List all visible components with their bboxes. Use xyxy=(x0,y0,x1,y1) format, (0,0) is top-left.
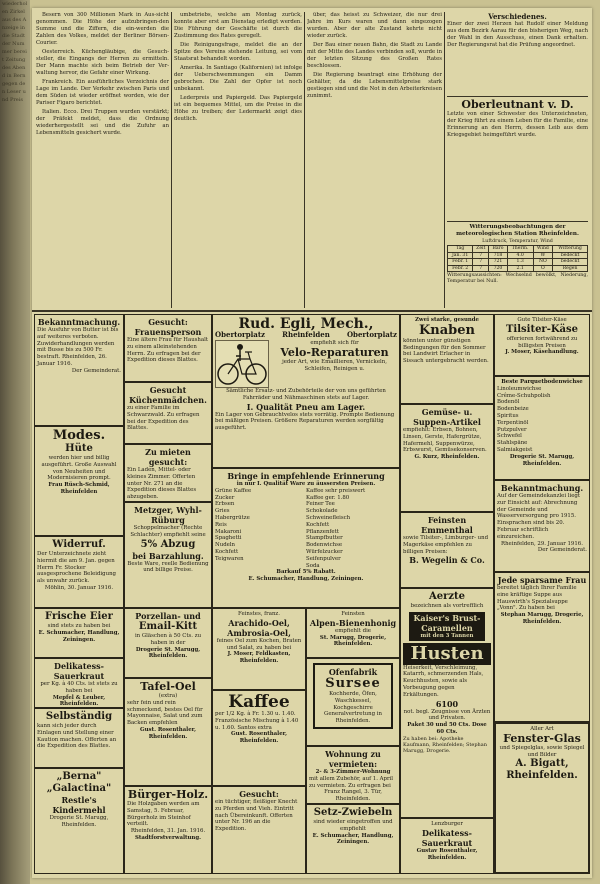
ad-name: Frau Rüsch-Schmid, Rheinfelden xyxy=(48,482,110,495)
newspaper-page xyxy=(32,8,592,878)
ad-name: Gust. Rosenthaler, Rheinfelden. xyxy=(140,726,196,740)
column-rule xyxy=(304,12,305,308)
article-paragraph: Besern von 300 Millionen Mark in Aus-sicht genommen. Die Höhe der aufzubringen-den Summe und die Ziffern, die ein-werden die Zahlen des Volkes, meldet der Berliner Börsen-Courier. xyxy=(36,12,169,46)
ad-date: Rheinfelden, 29. Januar 1916. xyxy=(501,540,583,547)
article-paragraph: Frankreich. Ein ausführliches Verzeichnis der Lage im Lande. Der Verkehr zwischen Paris und dem Süden ist wieder eröffnet worden, wie der Pariser Figaro berichtet. xyxy=(36,79,169,106)
ad-title: Bekanntmachung. xyxy=(500,483,584,493)
ad-title: Metzger, Wyhl-Rüburg xyxy=(134,505,202,525)
ad-name: Stephan Marugg, Drogerie, Rheinfelden. xyxy=(500,612,584,625)
ad-tail: bei Barzahlung. xyxy=(132,550,204,561)
husten-price: Paket 30 und 50 Cts. Dose 60 Cts. xyxy=(407,722,487,735)
item-list-left xyxy=(215,488,306,570)
ad-subtitle: in nur I. Qualität Ware zu äussersten Preisen. xyxy=(236,481,376,487)
ad-body: sind wieder eingetroffen und empfiehlt xyxy=(313,819,393,832)
ad-bienenhonig xyxy=(306,608,400,658)
ad-title: Feinstes, franz. xyxy=(238,611,280,617)
ad-body-2: Sämtliche Ersatz- und Zubehörteile der von uns geführten Fahrräder und Nähmaschinen stets auf Lager. xyxy=(226,388,386,401)
husten-shops: Zu haben bei: Apotheke Kaufmann, Rheinfelden; Stephan Marugg, Drogerie. xyxy=(403,735,487,754)
list-item: Erbsen xyxy=(215,501,235,508)
ad-subtitle: Fenster-Glas xyxy=(503,731,581,745)
list-item: Seifenpulver xyxy=(306,555,341,562)
ad-shop: Drogerie St. Marugg, Rheinfelden. xyxy=(49,815,109,828)
ad-body: und Spiegelglas, sowie Spiegel und Bilder xyxy=(499,744,585,758)
book-spine xyxy=(0,0,30,884)
ad-name: B. Wegelin & Co. xyxy=(409,555,485,566)
ad-title: Aller Art xyxy=(530,726,554,732)
ad-zu-mieten xyxy=(124,444,212,502)
ad-kaiser-husten xyxy=(400,588,494,818)
ad-body: feines Oel zum Kochen, Braten und Salat, zu haben bei xyxy=(216,637,302,651)
ad-body: offerieren fortwährend zu billigsten Preisen xyxy=(506,335,578,349)
article-paragraph: über, das heisst zu Schweizer, die nur drei Jahre im Kurs waren und dann eingezogen wurden. Aber der alte Zustand kehrte nicht wieder zurück. xyxy=(307,12,442,39)
list-item: Grüne Kaffee xyxy=(215,487,252,494)
ad-name: G. Kurz, Rheinfelden. xyxy=(414,454,480,461)
ad-name: Franz Rangel, 3. Tür, Rheinfelden. xyxy=(324,789,382,803)
article-paragraph: Die Regierung beantragt eine Erhöhung der Gehälter, da die Lebensmittelpreise stark gestiegen sind und die Not in den Arbeiterkreisen zunimmt. xyxy=(307,72,442,99)
verschiedenes-body: Einer der zwei Herzen hat Rudolf einer Meldung aus dem Bezirk Aarau für den bisherigen Weg, nach der Wahl in den Ausschuss, einen Dank erhalten. Der Regierungsrat hat die Prüfung angeordnet. xyxy=(447,21,588,48)
ad-title: Setz-Zwiebeln xyxy=(313,807,393,818)
ad-main: Velo-Reparaturen xyxy=(280,345,389,359)
weather-header: Wind xyxy=(533,246,553,253)
weather-cell: NO xyxy=(533,259,553,266)
ad-title: „Berna" xyxy=(56,771,102,782)
ad-subtitle: Knaben xyxy=(419,322,475,338)
ad-name: Sursee xyxy=(325,676,381,691)
ad-subtitle: Tilsiter-Käse xyxy=(505,323,579,335)
ad-subtitle: Delikatess-Sauerkraut xyxy=(421,827,473,848)
ad-body: Der Unterzeichnete zieht hiermit die am 9. Jan. gegen Herrn Fr. Stocker ausgesprochene Beleidigung als unwahr zurück. xyxy=(37,551,116,585)
divider xyxy=(447,96,588,97)
ad-lenzburger xyxy=(400,818,494,874)
bicycle-icon xyxy=(215,340,269,388)
list-item: Habergrütze xyxy=(215,514,250,521)
ad-subtitle: (extra) xyxy=(158,693,178,699)
ad-bekanntmachung-2 xyxy=(494,480,590,572)
list-item: Nudeln xyxy=(215,542,236,549)
ad-kuechenmaedchen xyxy=(124,382,212,444)
list-item: Soda xyxy=(306,562,320,569)
weather-cell: 4.0 xyxy=(507,252,533,259)
ad-name: E. Schumacher, Handlung, Zeiningen. xyxy=(38,629,120,643)
place-left: Obertorplatz xyxy=(215,330,266,339)
weather-header: Tag xyxy=(448,246,473,253)
ad-body: kann sich jeder durch Einlagen und Stellung einer Kaution machen. Offerten an die Expedition des Blattes. xyxy=(37,723,117,750)
ad-bekanntmachung xyxy=(34,314,124,426)
list-item: Linoleumwichse xyxy=(497,385,542,392)
ad-body: ein tüchtiger, fleißiger Knecht zu Pferden und Vieh. Eintritt nach Übereinkunft. Offerten unter Nr. 196 an die Expedition. xyxy=(215,799,298,833)
husten-title: Husten xyxy=(403,643,491,665)
list-item: Zucker xyxy=(215,494,235,501)
list-item: Schweinefleisch xyxy=(306,514,351,521)
list-item: Schwefel xyxy=(497,433,522,440)
article-paragraph: Lederpreis und Papiergeld. Das Papiergeld ist ein bequemes Mittel, um die Preise in die Höhe zu treiben; der Ledermarkt zeigt dies deutlich. xyxy=(174,95,302,122)
husten-body: Heiserkeit, Verschleimung, Katarrh, schmerzenden Hals, Keuchhusten, sowie als Vorbeugung gegen Erkältungen. xyxy=(403,664,484,698)
ad-name: E. Schumacher, Handlung, Zeiningen. xyxy=(312,832,394,846)
list-item: Putzpulver xyxy=(497,426,527,433)
ad-title: Bekanntmachung. xyxy=(37,317,121,327)
ad-subtitle: Hüte xyxy=(65,443,93,454)
ad-title: Ofenfabrik xyxy=(328,667,378,677)
ad-title: Delikatess-Sauerkraut xyxy=(53,661,105,681)
ad-name: J. Moser, Käsehandlung. xyxy=(505,349,579,356)
ad-signature: Stadtforstverwaltung. xyxy=(135,834,201,841)
ad-body: zu einer Familie im Schwarzwald. Zu erfragen bei der Expedition des Blattes. xyxy=(127,405,200,432)
list-item: Schokolade xyxy=(306,508,338,515)
list-item: Gries xyxy=(215,508,230,515)
list-item: Feiner Tee xyxy=(306,501,335,508)
ad-subtitle: Alpen-Bienenhonig xyxy=(309,617,397,628)
ad-name: Gustav Rosenthaler, Rheinfelden. xyxy=(416,847,478,861)
article-paragraph: Die Reinigungsfrage, meldet die an der Spitze des Vereins stehende Leitung, sei vom Staatsrat behandelt worden. xyxy=(174,42,302,62)
list-item: Kaffee sehr preiswert xyxy=(306,487,366,494)
weather-cell: bedeckt xyxy=(553,259,588,266)
ad-title: Zu mieten gesucht: xyxy=(145,447,191,467)
ad-title: Wohnung zu vermieten: xyxy=(325,749,381,769)
ad-title: Jede sparsame Frau xyxy=(497,575,587,585)
ad-sauerkraut xyxy=(34,658,124,708)
list-item: Kochfett xyxy=(306,521,330,528)
weather-header: Witterung xyxy=(553,246,588,253)
oberleutnant-body: Letzte von einer Schwester des Unterzeichneten, der Krieg führt zu einem Leben für die Familie, eine Erinnerung an den Herrn, dessen Leib aus dem Kriegsgebiet heimgeführt wurde. xyxy=(447,111,588,138)
list-item: Terpentinöl xyxy=(497,419,529,426)
list-item: Teigwaren xyxy=(215,555,244,562)
weather-cell: 7 xyxy=(473,252,489,259)
list-item: Spaghetti xyxy=(215,535,242,542)
weather-cell: 720 xyxy=(489,265,507,272)
weather-cell: Febr. 1 xyxy=(448,259,473,266)
ad-kaffee xyxy=(212,690,306,786)
ad-porzellan-kitt xyxy=(124,608,212,678)
kaiser-subtitle: Caramellen xyxy=(421,622,473,633)
weather-cell: Jan. 31 xyxy=(448,252,473,259)
ad-hauswirth xyxy=(494,572,590,722)
kaiser-tail: mit den 3 Tannen xyxy=(420,632,474,639)
list-item: Kaffee ger. 1.80 xyxy=(306,494,350,501)
ad-subtitle: 2- & 3-Zimmer-Wohnung xyxy=(315,769,391,775)
weather-cell: W xyxy=(533,252,553,259)
ad-modes xyxy=(34,426,124,536)
ad-body: bezeichnen als vortrefflich xyxy=(410,603,484,609)
ad-title: Selbständig xyxy=(45,711,113,722)
kaiser-title: Kaiser's Brust- xyxy=(413,612,481,623)
ad-name: Gust. Rosenthaler, Rheinfelden. xyxy=(231,731,287,745)
ad-title: Modes. xyxy=(52,428,106,443)
ad-body: sehr fein und rein schmeckend, bestes Oel für Mayonnaise, Salat und zum Backen empfehlen xyxy=(127,699,203,727)
oberleutnant-notice xyxy=(447,99,588,219)
ad-title: Lenzburger xyxy=(431,821,463,827)
ad-berna xyxy=(34,768,124,874)
item-list-right xyxy=(306,488,397,570)
ad-title: Frische Eier xyxy=(45,611,113,622)
ad-emmental xyxy=(400,512,494,588)
ad-title: Porzellan- und xyxy=(135,611,201,621)
list-item: Kochfett xyxy=(215,548,239,555)
ad-signature: Der Gemeinderat. xyxy=(71,367,121,374)
ad-wohnung xyxy=(306,746,400,804)
ad-title: Gesucht xyxy=(149,385,187,395)
ad-gesucht-frauensperson xyxy=(124,314,212,382)
article-paragraph: umbetriebs, welche am Montag zurück, konnte aber erst am Dienstag erledigt werden. Die Führung der Geschäfte ist durch die Zustimmung des Rates geregelt. xyxy=(174,12,302,39)
ad-shop: Drogerie St. Marugg, Rheinfelden. xyxy=(135,646,201,660)
oberleutnant-title: Oberleutnant v. D. xyxy=(461,99,574,111)
ad-body: empfiehlt: Erbsen, Bohnen, Linsen, Gerste, Hafergrütze, Hafermehl, Suppenwürze, Erbswurst, Gemüsekonserven. xyxy=(403,427,487,454)
list-item: Bodenöl xyxy=(497,399,520,406)
weather-header: Therm. xyxy=(507,246,533,253)
ad-selbstaendig xyxy=(34,708,124,768)
ad-tail: Generalvertretung in Rheinfelden. xyxy=(324,711,382,725)
list-item: Stampfbutter xyxy=(306,535,343,542)
weather-cell: 721 xyxy=(489,259,507,266)
ad-body: Die Holzgaben werden am Samstag, 5. Februar, Bürgerholz im Steinhof verteilt. xyxy=(127,801,200,828)
list-item: Crême-Schuhpolish xyxy=(497,392,551,399)
list-item: Pflanzenfett xyxy=(306,528,339,535)
ad-subtitle: 5% Abzug xyxy=(140,538,196,550)
ad-shop: Drogerie St. Marugg, Rheinfelden. xyxy=(509,453,575,467)
ad-tilsiter xyxy=(494,314,590,376)
ad-body: Kochherde, Öfen, Waschkessel, Kochgeschirre xyxy=(329,691,377,711)
ad-date: Rheinfelden, 31. Jan. 1916. xyxy=(130,828,206,835)
list-item: Makaroni xyxy=(215,528,242,535)
ad-body: werden hier und billig ausgeführt. Große Auswahl von Neuheiten und Modernisieren prompt. xyxy=(41,455,117,482)
article-paragraph: Italien. Ecco. Drei Truppen wurden verstärkt; der Präfekt meldet, dass die Ordnung wiederhergestellt sei und die Zufuhr an Lebensmitteln gesichert wurde. xyxy=(36,109,169,136)
ad-arachido-oel xyxy=(212,608,306,690)
ad-buergerholz xyxy=(124,786,212,874)
weather-table xyxy=(447,245,588,272)
ad-tafeloel xyxy=(124,678,212,786)
list-item: Salmiakgeist xyxy=(497,446,533,453)
spine-text: wiederholen Zirkel aus des Anzeige in die Stadt der Nummer bereit Zeitung des Abend in Bern gegen den Leser und Preis xyxy=(2,1,28,103)
ad-setz-zwiebeln xyxy=(306,804,400,874)
ad-subtitle: Frauensperson xyxy=(134,327,202,337)
ad-title: Kaffee xyxy=(228,692,290,712)
ad-body: Die Ausfuhr von Butter ist bis auf weiteres verboten. Zuwiderhandlungen werden mit Busse bis zu 500 Fr. bestraft. Rheinfelden, 26. Januar 1916. xyxy=(37,327,119,367)
ad-quality: I. Qualität Pneu am Lager. xyxy=(246,401,366,412)
ad-title: Gesucht: xyxy=(239,789,279,799)
ad-fensterglas xyxy=(494,722,590,874)
weather-cell: Febr. 2 xyxy=(448,265,473,272)
ad-gemuese xyxy=(400,404,494,512)
ad-tail: Restle's Kindermehl xyxy=(52,795,106,815)
ad-body: Eine ältere Frau für Haushalt zu einem alleinstehenden Herrn. Zu erfragen bei der Expedition dieses Blattes. xyxy=(127,337,209,364)
ad-name: J. Moser, Feldkasten, Rheinfelden. xyxy=(227,651,291,665)
kaiser-logo xyxy=(409,612,485,641)
husten-count: 6100 xyxy=(435,698,459,709)
ad-shop: St. Marugg, Drogerie, Rheinfelden. xyxy=(319,634,387,648)
ad-places xyxy=(215,331,397,338)
list-item: Reis xyxy=(215,521,227,528)
article-paragraph: Amerika. In Santiago (Kalifornien) ist infolge der Ueberschwemmungen ein Damm gebrochen. Die Zahl der Opfer ist noch unbekannt. xyxy=(174,65,302,92)
list-item: Spiritus xyxy=(497,412,519,419)
ad-rebate: Barkauf 5% Rabatt. xyxy=(276,569,336,576)
ad-date: Möhlin, 30. Januar 1916. xyxy=(44,584,114,591)
ad-subtitle: Arachido-Oel, xyxy=(228,617,290,628)
ad-title: Widerruf. xyxy=(52,539,106,550)
divider xyxy=(447,221,588,222)
column-rule xyxy=(444,12,445,308)
column-rule xyxy=(171,12,172,308)
husten-tail: not. begl. Zeugnisse von Ärzten und Privaten. xyxy=(403,708,491,722)
weather-cell: 1.3 xyxy=(507,259,533,266)
section-divider xyxy=(32,310,592,312)
ad-body: mit allem Zubehör, auf 1. April zu vermieten. Zu erfragen bei xyxy=(309,775,393,789)
ad-body: per Kg. à 40 Cts. ist stets zu haben bei xyxy=(40,681,118,694)
ad-ofenfabrik-sursee xyxy=(306,658,400,746)
ad-body: bereitet täglich Ihrer Familie eine kräftige Suppe aus Hauswirth's Spezialsuppe „Vonn". Zu haben bei xyxy=(497,585,577,612)
weather-header: Zeit xyxy=(473,246,489,253)
ad-title: Feinsten Emmenthal xyxy=(421,515,473,535)
ad-body: Schoppelmacher (Rechte Schlachter) empfiehlt seine xyxy=(130,525,206,538)
weather-cell: 718 xyxy=(489,252,507,259)
ad-knaben xyxy=(400,314,494,404)
weather-cell: bedeckt xyxy=(553,252,588,259)
list-item: Bodenwichse xyxy=(306,542,343,549)
place-center: Rheinfelden xyxy=(282,330,330,339)
ad-title: Gesucht: xyxy=(148,317,188,327)
article-column-1 xyxy=(36,12,169,308)
list-item: Stahlspäne xyxy=(497,440,528,447)
ad-title: Rud. Egli, Mech., xyxy=(238,316,374,332)
article-column-2 xyxy=(174,12,302,308)
ad-body: Ein Laden, Mittel- oder kleines Zimmer. Offerten unter Nr. 271 an die Expedition dieses Blattes abzugeben. xyxy=(127,467,197,501)
weather-cell: 2.1 xyxy=(507,265,533,272)
ad-title: Zwei starke, gesunde xyxy=(415,317,479,323)
ad-subtitle: Küchenmädchen. xyxy=(129,395,207,405)
ad-name: E. Schumacher, Handlung, Zeiningen. xyxy=(248,576,364,583)
ad-subtitle: empfiehlt sich für xyxy=(310,340,359,346)
ofenfabrik-frame xyxy=(313,663,393,729)
weather-subtitle: Luftdruck, Temperatur, Wind xyxy=(482,239,553,244)
weather-cell: 7 xyxy=(473,265,489,272)
verschiedenes-title: Verschiedenes. xyxy=(488,12,547,21)
ad-title: Aerzte xyxy=(428,591,466,602)
ad-body: sind stets zu haben bei xyxy=(47,623,111,629)
article-paragraph: Oesterreich. Küchengläubige, die Gesuch-steller, die Eingangs der Herren zu ermitteln. Der Mann machte sich beim Betrieb der Ver-waltung hervor, die Gefahr einer Wirkung. xyxy=(36,49,169,76)
ad-rud-egli xyxy=(212,314,400,468)
article-column-3 xyxy=(307,12,442,308)
weather-title: Witterungsbeobachtungen der meteorologischen Station Rheinfelden. xyxy=(456,224,579,237)
weather-footer: Witterungsaussichten: Wechselnd bewölkt, Niederung, Temperatur bei Null. xyxy=(447,273,588,284)
ad-body: per 1/2 Kg. à Fr. 1.30 u. 1.40. Französische Mischung à 1.40 u. 1.60. Santos extra xyxy=(215,711,299,731)
article-paragraph: Der Bau einer neuen Bahn, die Stadt zu Lande mit der Mitte des Landes verbinden soll, wurde in der letzten Sitzung des Großen Rates beschlossen. xyxy=(307,42,442,69)
ad-metzger xyxy=(124,502,212,608)
weather-cell: 7 xyxy=(473,259,489,266)
ad-subtitle: Email-Kitt xyxy=(138,621,198,632)
ad-title: Tafel-Oel xyxy=(140,680,196,693)
ad-gesucht-knecht xyxy=(212,786,306,874)
weather-cell: O xyxy=(533,265,553,272)
ad-title: Gute Tilsiter-Käse xyxy=(517,317,567,323)
ad-subtitle-2: Ambrosia-Oel, xyxy=(227,627,291,638)
weather-cell: Regen xyxy=(553,265,588,272)
ad-title: Beste Parquetbodenwichse xyxy=(501,379,583,385)
product-list xyxy=(497,386,587,454)
ad-name: Mepfel & Leuber, Rheinfelden. xyxy=(52,694,106,708)
ad-body: sowie Tilsiter-, Limburger- und Magerkäse empfehlen zu billigen Preisen: xyxy=(403,535,489,555)
ad-widerruf xyxy=(34,536,124,608)
ad-erinnerung xyxy=(212,468,400,608)
ad-name: A. Bigatt, Rheinfelden. xyxy=(506,758,578,782)
ad-title: Gemüse- u. Suppen-Artikel xyxy=(413,407,481,427)
place-right: Obertorplatz xyxy=(346,330,397,339)
ad-subtitle: „Galactina" xyxy=(46,783,112,794)
ad-body: könnten unter günstigen Bedingungen für den Sommer bei Landwirt Erlacher in Sissach untergebracht werden. xyxy=(403,337,489,365)
weather-row xyxy=(448,265,588,272)
ad-item-lists xyxy=(215,488,397,570)
weather-header: Baro xyxy=(489,246,507,253)
ad-body: empfiehlt die xyxy=(335,627,371,634)
ad-title: Bürger-Holz. xyxy=(127,788,209,801)
list-item: Würfelzucker xyxy=(306,548,343,555)
ad-title: Bringe in empfehlende Erinnerung xyxy=(227,471,385,481)
ad-body: in Gläschen à 50 Cts. zu haben in der xyxy=(134,633,202,646)
list-item: Bodenbeize xyxy=(497,406,529,413)
ad-repair: Ein Lager von Gebrauchtvelos stets vorrätig. Prompte Bedienung bei mäßigen Preisen. Größere Reparaturen werden sorgfältig ausgeführt. xyxy=(215,411,395,432)
ad-parquetwichse xyxy=(494,376,590,480)
ad-eier xyxy=(34,608,124,658)
ad-extra: Beste Ware, reelle Bedienung und billige Preise. xyxy=(127,560,209,574)
weather-report xyxy=(447,224,588,308)
ad-signature: Der Gemeinderat. xyxy=(537,547,587,554)
ad-egli-body xyxy=(215,340,397,388)
ad-body-1: jeder Art, wie Emaillieren, Vernickeln, Schleifen, Reinigen u. xyxy=(282,358,387,372)
verschiedenes-notice xyxy=(447,12,588,94)
ad-title: Feinsten xyxy=(341,611,365,617)
ad-body: Auf der Gemeindekanzlei liegt zur Einsicht auf: Abrechnung der Gemeinde und Wasserversorgung pro 1915. Einsprachen sind bis 20. Februar schriftlich einzureichen. xyxy=(497,493,581,540)
